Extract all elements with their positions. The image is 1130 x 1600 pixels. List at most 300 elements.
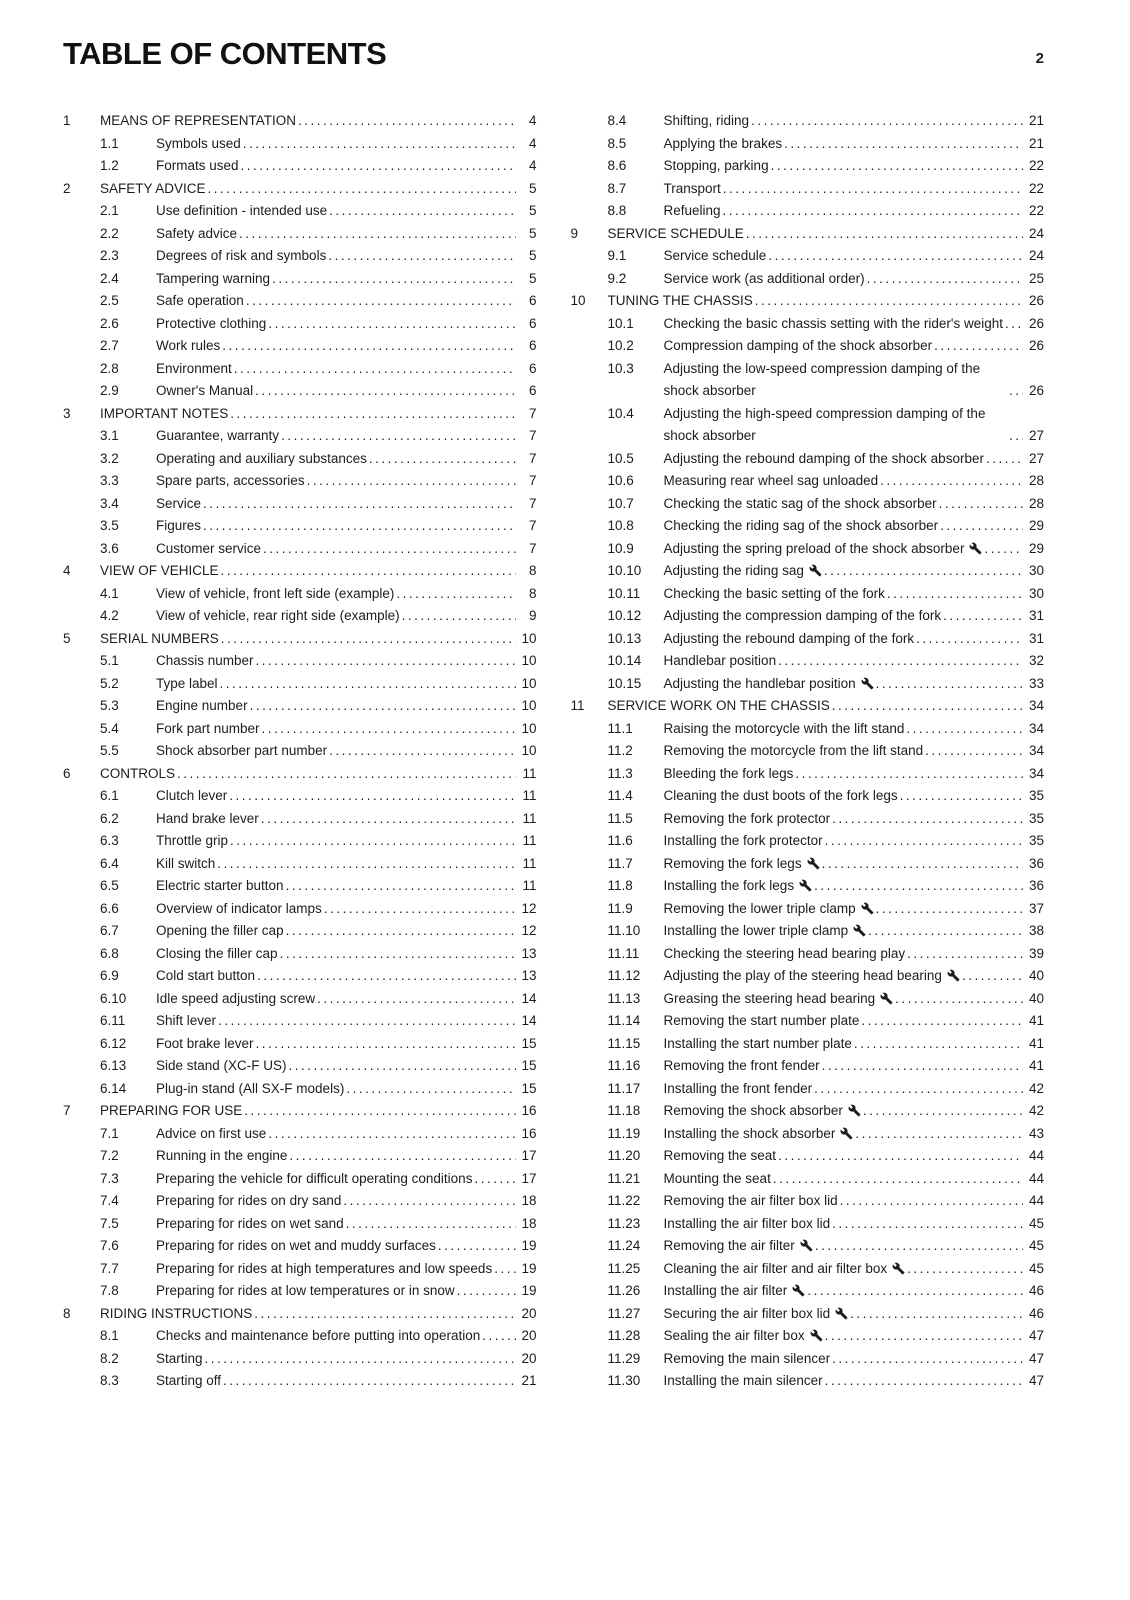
entry-page: 18 [521,1193,537,1208]
dot-leader [217,853,515,876]
entry-title [664,673,874,696]
entry-title [156,155,239,178]
dot-leader [825,830,1023,853]
toc-entry [63,1145,537,1168]
entry-title [156,965,255,988]
toc-entry [571,740,1045,763]
entry-page: 19 [521,1260,537,1276]
toc-entry [63,898,537,921]
entry-number: 6.9 [100,968,119,983]
dot-leader [280,943,516,966]
entry-number: 7 [63,1103,71,1118]
entry-number: 11.19 [607,1125,641,1141]
entry-title [664,853,820,876]
toc-entry [63,830,537,853]
entry-title [156,1280,455,1303]
toc-entry [63,200,537,223]
entry-number: 7.4 [100,1193,119,1208]
entry-page: 15 [521,1058,537,1073]
dot-leader [218,1010,515,1033]
toc-entry [571,515,1045,538]
dot-leader [822,853,1023,876]
dot-leader [825,1325,1023,1348]
entry-title-text: Engine number [156,698,248,713]
entry-title-text: Safe operation [156,293,244,308]
toc-entry [571,538,1045,561]
dot-leader [900,785,1023,808]
entry-page: 29 [1028,540,1044,556]
dot-leader [876,673,1023,696]
dot-leader [907,1258,1023,1281]
entry-title [156,718,260,741]
entry-number: 11.10 [607,923,641,938]
entry-page: 10 [521,698,537,713]
entry-page: 14 [521,990,537,1006]
dot-leader [208,178,516,201]
dot-leader [256,650,516,673]
entry-page: 26 [1028,293,1044,308]
entry-number: 7.8 [100,1283,119,1298]
entry-number: 7.2 [100,1148,119,1163]
entry-page: 47 [1028,1328,1044,1343]
toc-entry [63,785,537,808]
toc-entry [63,313,537,336]
toc-entry [571,560,1045,583]
entry-title-text: Kill switch [156,855,216,871]
entry-title-text: Removing the shock absorber [663,1103,843,1118]
entry-title-text: Removing the main silencer [663,1350,831,1366]
entry-title-text: Preparing for rides on dry sand [156,1193,342,1208]
entry-title-text: Measuring rear wheel sag unloaded [663,473,879,488]
toc-entry [571,1123,1045,1146]
entry-title-text: Preparing for rides at high temperatures and low speeds [156,1260,493,1276]
entry-title [664,200,721,223]
entry-title [156,830,228,853]
entry-number: 11.13 [607,990,641,1006]
entry-page: 24 [1028,225,1044,241]
toc-entry [63,560,537,583]
entry-number: 8.3 [100,1373,119,1388]
entry-title [156,223,237,246]
entry-title-text: Environment [156,360,232,376]
entry-title [156,988,315,1011]
entry-title-text: TUNING THE CHASSIS [607,293,753,308]
entry-title [664,403,1008,448]
toc-entry [63,493,537,516]
toc-entry [571,1078,1045,1101]
entry-title-text: CONTROLS [100,765,176,781]
toc-entry [63,1370,537,1393]
dot-leader [814,1078,1023,1101]
entry-title [664,920,867,943]
dot-leader [746,223,1023,246]
toc-entry [571,178,1045,201]
entry-number: 10.5 [607,450,634,466]
entry-number: 8.8 [607,203,627,218]
entry-title-text: Securing the air filter box lid [663,1305,831,1321]
page-header [63,36,1044,72]
entry-title [156,1190,341,1213]
toc-entry [63,245,537,268]
entry-title-text: Shift lever [156,1013,217,1028]
entry-title-text: Checking the basic setting of the fork [663,585,885,601]
dot-leader [755,290,1023,313]
entry-title [156,920,284,943]
entry-title [608,223,744,246]
entry-title [100,1100,242,1123]
entry-title-text: Use definition - intended use [156,203,328,218]
dot-leader [751,110,1023,133]
toc-entry [571,470,1045,493]
entry-page: 7 [528,495,537,511]
entry-page: 6 [528,293,537,308]
entry-title-text: Checking the steering head bearing play [663,945,906,961]
entry-number: 2.2 [100,225,119,241]
entry-title-text: Cold start button [156,968,256,983]
entry-title [100,110,296,133]
entry-title-text: Removing the seat [663,1148,777,1163]
entry-title [664,1100,861,1123]
entry-title-text: Stopping, parking [663,158,769,173]
entry-number: 2.4 [100,270,119,286]
entry-page: 44 [1028,1193,1044,1208]
entry-title [156,898,322,921]
entry-number: 6.10 [100,990,127,1006]
entry-title-text: SERVICE WORK ON THE CHASSIS [607,698,830,713]
toc-entry [63,1213,537,1236]
dot-leader [256,1033,516,1056]
wrench-icon [792,1284,805,1297]
entry-title-text: Operating and auxiliary substances [156,450,367,466]
entry-page: 25 [1028,270,1044,286]
entry-page: 31 [1028,608,1044,623]
entry-page: 21 [1028,113,1044,128]
entry-title-text: Installing the shock absorber [663,1125,836,1141]
page-number: 2 [1035,50,1044,67]
entry-page: 31 [1028,630,1044,646]
entry-page: 27 [1028,428,1044,443]
entry-page: 46 [1028,1283,1044,1298]
dot-leader [298,110,515,133]
entry-title [664,740,924,763]
entry-number: 1 [63,113,71,128]
entry-page: 42 [1028,1080,1044,1096]
entry-title [156,1325,480,1348]
toc-entry [63,155,537,178]
dot-leader [272,268,515,291]
entry-number: 7.3 [100,1170,119,1186]
dot-leader [850,1303,1023,1326]
entry-title-text: Throttle grip [156,833,229,848]
entry-page: 20 [521,1305,537,1321]
entry-title [664,155,769,178]
entry-number: 1.1 [100,135,119,151]
dot-leader [962,965,1023,988]
entry-page: 34 [1028,743,1044,758]
dot-leader [239,223,515,246]
dot-leader [220,673,516,696]
dot-leader [934,335,1023,358]
entry-number: 5 [63,630,71,646]
entry-page: 5 [528,270,537,286]
entry-page: 27 [1028,450,1044,466]
toc-entry [63,1010,537,1033]
wrench-icon [861,902,874,915]
toc-entry [63,1123,537,1146]
entry-page: 12 [521,900,537,916]
entry-title-text: Adjusting the spring preload of the shock absorber [663,540,965,556]
entry-title [664,785,898,808]
entry-number: 1.2 [100,158,119,173]
dot-leader [840,1190,1023,1213]
entry-number: 10.6 [607,473,634,488]
entry-page: 35 [1028,788,1044,803]
entry-title [156,583,394,606]
entry-title-text: Removing the lower triple clamp [663,900,856,916]
entry-page: 40 [1028,990,1044,1006]
entry-title [664,1123,854,1146]
toc-entry [63,875,537,898]
toc-entry [571,1258,1045,1281]
dot-leader [402,605,516,628]
entry-title-text: Checks and maintenance before putting into operation [156,1328,481,1343]
toc-entry [571,785,1045,808]
entry-title-text: Figures [156,518,202,533]
entry-title [664,650,777,673]
entry-page: 30 [1028,585,1044,601]
entry-page: 45 [1028,1238,1044,1253]
entry-title [664,943,906,966]
entry-page: 4 [528,158,537,173]
dot-leader [906,718,1023,741]
dot-leader [943,605,1023,628]
entry-number: 11.6 [607,833,633,848]
toc-entry [63,425,537,448]
toc-entry [571,335,1045,358]
entry-title-text: Shock absorber part number [156,743,328,758]
entry-title [664,583,885,606]
entry-title [156,785,227,808]
entry-page: 45 [1028,1260,1044,1276]
entry-number: 11.27 [607,1305,641,1321]
wrench-icon [947,969,960,982]
entry-page: 8 [528,585,537,601]
dot-leader [230,403,515,426]
toc-entry [571,943,1045,966]
entry-title-text: Customer service [156,540,262,556]
dot-leader [807,1280,1023,1303]
entry-title-text: Chassis number [156,653,254,668]
entry-title-text: VIEW OF VEHICLE [100,563,219,578]
toc-entry [63,110,537,133]
toc-entry [571,133,1045,156]
entry-title [156,515,201,538]
entry-title [156,1213,344,1236]
entry-page: 36 [1028,878,1044,893]
entry-title-text: Cleaning the air filter and air filter box [663,1260,888,1276]
entry-number: 2.7 [100,338,119,353]
entry-page: 5 [528,203,537,218]
wrench-icon [840,1127,853,1140]
wrench-icon [892,1262,905,1275]
entry-number: 3 [63,405,71,421]
dot-leader [778,1145,1023,1168]
dot-leader [1005,313,1023,336]
entry-number: 2.1 [100,203,119,218]
toc-column-left [63,110,537,1393]
dot-leader [1009,380,1023,403]
dot-leader [230,830,515,853]
dot-leader [268,313,515,336]
entry-title [664,245,767,268]
entry-page: 11 [522,765,537,781]
entry-number: 11.7 [607,855,633,871]
toc-entry [571,965,1045,988]
dot-leader [255,380,515,403]
entry-page: 26 [1028,315,1044,331]
toc-entry [63,920,537,943]
entry-title-text: Protective clothing [156,315,267,331]
entry-title-text: IMPORTANT NOTES [100,405,229,421]
entry-number: 6 [63,765,71,781]
dot-leader [768,245,1023,268]
entry-title [664,718,905,741]
entry-title [100,1303,252,1326]
entry-title-text: Removing the start number plate [663,1013,860,1028]
entry-title-text: Safety advice [156,225,238,241]
entry-page: 10 [521,720,537,736]
toc-entry [63,380,537,403]
toc-entry [571,920,1045,943]
entry-number: 10.7 [607,495,634,511]
toc-entry [571,1303,1045,1326]
entry-number: 2 [63,180,71,196]
toc-entry [571,1010,1045,1033]
entry-title [156,1033,254,1056]
entry-page: 11 [522,788,537,803]
dot-leader [222,335,515,358]
toc-column-right [571,110,1045,1393]
dot-leader [815,1235,1023,1258]
entry-title [156,853,215,876]
entry-number: 10.15 [607,675,642,691]
toc-entry [571,830,1045,853]
toc-entry [571,875,1045,898]
toc-entry [571,290,1045,313]
toc-entry [63,1100,537,1123]
entry-number: 8.5 [607,135,627,151]
wrench-icon [799,879,812,892]
dot-leader [261,808,516,831]
entry-number: 4.2 [100,608,119,623]
toc-entry [63,1078,537,1101]
entry-number: 2.9 [100,383,119,398]
entry-page: 13 [521,945,537,961]
dot-leader [854,1033,1023,1056]
entry-number: 11.30 [607,1373,641,1388]
entry-page: 26 [1028,338,1044,353]
entry-number: 11.5 [607,810,633,826]
toc-entry [571,313,1045,336]
entry-title [664,1235,813,1258]
dot-leader [880,470,1023,493]
entry-page: 22 [1028,203,1044,218]
table-of-contents [63,110,1044,1393]
entry-page: 35 [1028,833,1044,848]
entry-page: 5 [528,225,537,241]
entry-title [156,538,261,561]
dot-leader [825,1370,1023,1393]
entry-title-text: RIDING INSTRUCTIONS [100,1305,253,1321]
dot-leader [286,920,516,943]
entry-number: 6.3 [100,833,119,848]
toc-entry [571,1100,1045,1123]
entry-title-text: Compression damping of the shock absorber [663,338,933,353]
entry-number: 10.1 [607,315,634,331]
entry-page: 7 [528,518,537,533]
entry-title-text: Adjusting the rebound damping of the shock absorber [663,450,984,466]
dot-leader [494,1258,515,1281]
entry-title-text: Refueling [663,203,721,218]
toc-entry [63,673,537,696]
entry-title-text: Removing the fork protector [663,810,831,826]
entry-page: 39 [1028,945,1044,961]
entry-title-text: Starting [156,1350,203,1366]
wrench-icon [848,1104,861,1117]
entry-page: 6 [528,338,537,353]
entry-title [664,110,750,133]
entry-title [664,898,874,921]
dot-leader [832,695,1023,718]
entry-title [100,628,219,651]
toc-entry [63,1348,537,1371]
entry-title [156,1055,287,1078]
entry-page: 7 [528,540,537,556]
entry-page: 11 [522,833,537,848]
entry-page: 34 [1028,698,1044,713]
dot-leader [329,200,515,223]
dot-leader [824,560,1023,583]
dot-leader [396,583,515,606]
entry-number: 4.1 [100,585,119,601]
toc-entry [571,1280,1045,1303]
dot-leader [895,988,1023,1011]
entry-page: 44 [1028,1170,1044,1186]
entry-number: 3.3 [100,473,119,488]
toc-entry [571,493,1045,516]
dot-leader [723,200,1023,223]
entry-number: 10.4 [607,405,634,421]
toc-entry [571,695,1045,718]
entry-title-text: Service schedule [663,248,767,263]
toc-entry [63,853,537,876]
dot-leader [940,515,1023,538]
entry-number: 3.6 [100,540,119,556]
entry-number: 8.7 [607,180,627,196]
entry-number: 3.5 [100,518,119,533]
entry-title [664,1145,777,1168]
entry-page: 12 [521,923,537,938]
entry-title [664,1303,849,1326]
entry-number: 11.11 [607,945,640,961]
dot-leader [773,1168,1023,1191]
dot-leader [317,988,515,1011]
entry-number: 2.3 [100,248,119,263]
entry-title [100,560,219,583]
dot-leader [822,1055,1023,1078]
entry-number: 11.18 [607,1103,641,1118]
entry-title-text: Adjusting the low-speed compression damping of the shock absorber [663,360,981,398]
